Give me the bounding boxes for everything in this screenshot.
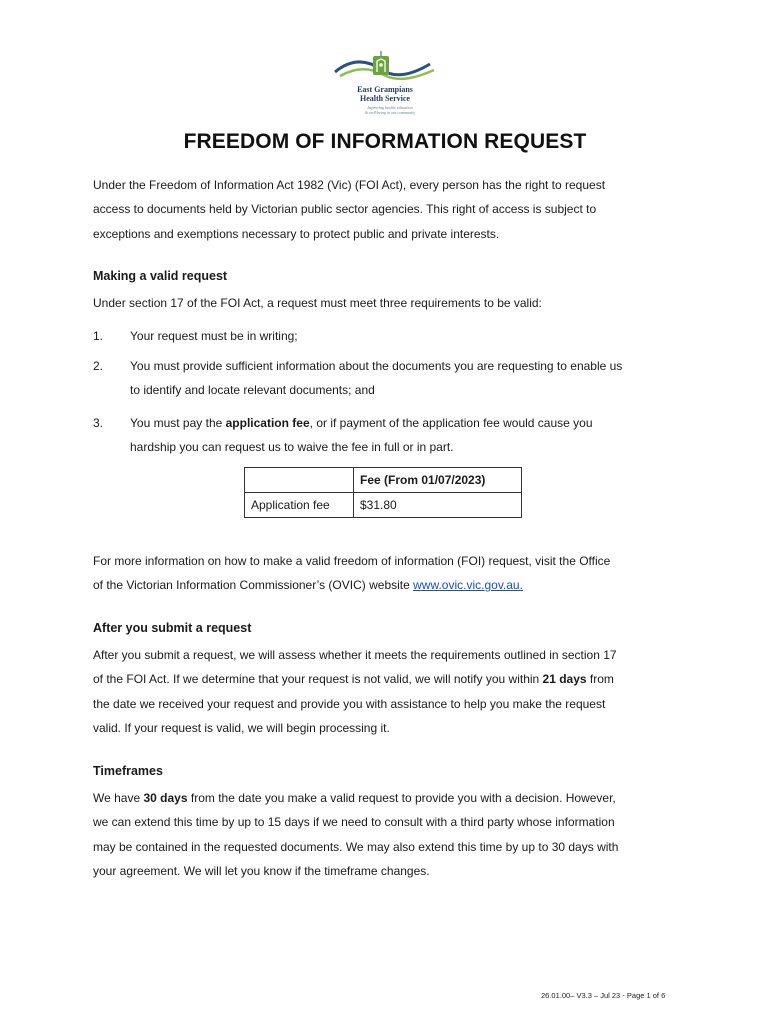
- more-info-line-2-text: of the Victorian Information Commissioner’s (OVIC) website: [93, 578, 414, 593]
- list-text-line-1-pre: You must pay the: [130, 416, 226, 430]
- fee-table: [244, 467, 522, 518]
- timeframes-line-2: we can extend this time by up to 15 days if we need to consult with a third party whose information: [93, 815, 615, 830]
- list-text-line-2: hardship you can request us to waive the fee in full or in part.: [130, 440, 454, 455]
- timeframes-paragraph: [93, 786, 678, 883]
- list-text: [130, 411, 678, 460]
- page-title: FREEDOM OF INFORMATION REQUEST: [183, 130, 587, 153]
- more-info-line-1: For more information on how to make a valid freedom of information (FOI) request, visit the Office: [93, 554, 611, 568]
- timeframes-line-3: may be contained in the requested documents. We may also extend this time by up to 30 days with: [93, 839, 619, 854]
- intro-line-1: Under the Freedom of Information Act 1982 (Vic) (FOI Act), every person has the right to request: [93, 178, 606, 192]
- list-text-line-1: [130, 411, 678, 435]
- list-text-line-1: You must provide sufficient information about the documents you are requesting to enable us: [130, 359, 623, 373]
- after-submit-line-2-post: from: [586, 672, 614, 687]
- logo-tagline-line-1: Improving health, education: [367, 105, 413, 110]
- list-number: 2.: [93, 359, 104, 373]
- table-header-empty-cell: [245, 468, 354, 493]
- timeframes-heading: Timeframes: [93, 764, 163, 778]
- 21-days-emphasis: 21 days: [542, 672, 587, 687]
- timeframes-line-1-post: from the date you make a valid request to provide you with a decision. However,: [187, 791, 616, 805]
- table-header-fee: Fee (From 01/07/2023): [354, 468, 522, 493]
- after-submit-line-4: valid. If your request is valid, we will begin processing it.: [93, 720, 390, 735]
- after-submit-line-3: the date we received your request and provide you with assistance to help you make the request: [93, 696, 606, 711]
- list-number: 1.: [93, 329, 104, 343]
- logo-name-line-1: East Grampians: [357, 85, 413, 94]
- intro-line-3: exceptions and exemptions necessary to protect public and private interests.: [93, 226, 500, 241]
- more-info-line-2: [93, 573, 678, 597]
- after-submit-line-1: After you submit a request, we will assess whether it meets the requirements outlined in section 17: [93, 648, 617, 662]
- intro-paragraph: [93, 173, 678, 246]
- table-header-row: [245, 468, 522, 493]
- table-row: [245, 493, 522, 518]
- table-cell-value: $31.80: [354, 493, 522, 518]
- valid-request-heading: Making a valid request: [93, 269, 228, 283]
- ovic-website-link[interactable]: www.ovic.vic.gov.au.: [413, 578, 523, 593]
- after-submit-line-2-pre: of the FOI Act. If we determine that your request is not valid, we will notify you within: [93, 672, 543, 687]
- list-text-line-1-post: , or if payment of the application fee would cause you: [309, 416, 593, 430]
- organisation-logo: [330, 50, 440, 122]
- logo-wave-mark-icon: [330, 50, 440, 90]
- timeframes-line-1-pre: We have: [93, 791, 144, 805]
- 30-days-emphasis: 30 days: [143, 791, 188, 805]
- timeframes-line-1: [93, 786, 678, 810]
- more-info-paragraph: [93, 549, 678, 598]
- list-number: 3.: [93, 416, 104, 430]
- after-submit-heading: After you submit a request: [93, 621, 252, 635]
- table-cell-label: Application fee: [245, 493, 354, 518]
- intro-line-2: access to documents held by Victorian public sector agencies. This right of access is subject to: [93, 202, 597, 217]
- after-submit-paragraph: [93, 643, 678, 740]
- logo-organisation-name: [330, 85, 440, 103]
- list-text: Your request must be in writing;: [130, 329, 298, 343]
- logo-tagline: [350, 105, 430, 115]
- application-fee-emphasis: application fee: [225, 416, 310, 430]
- timeframes-line-4: your agreement. We will let you know if the timeframe changes.: [93, 863, 430, 878]
- page-footer: 26.01.00– V3.3 – Jul 23 - Page 1 of 6: [541, 991, 666, 1000]
- list-text: [130, 354, 678, 403]
- valid-request-lead: Under section 17 of the FOI Act, a request must meet three requirements to be valid:: [93, 296, 542, 310]
- logo-name-line-2: Health Service: [360, 94, 410, 103]
- list-text-line-2: to identify and locate relevant documents; and: [130, 383, 375, 398]
- after-submit-line-2: [93, 667, 678, 691]
- logo-tagline-line-2: & well-being in our community: [364, 110, 416, 115]
